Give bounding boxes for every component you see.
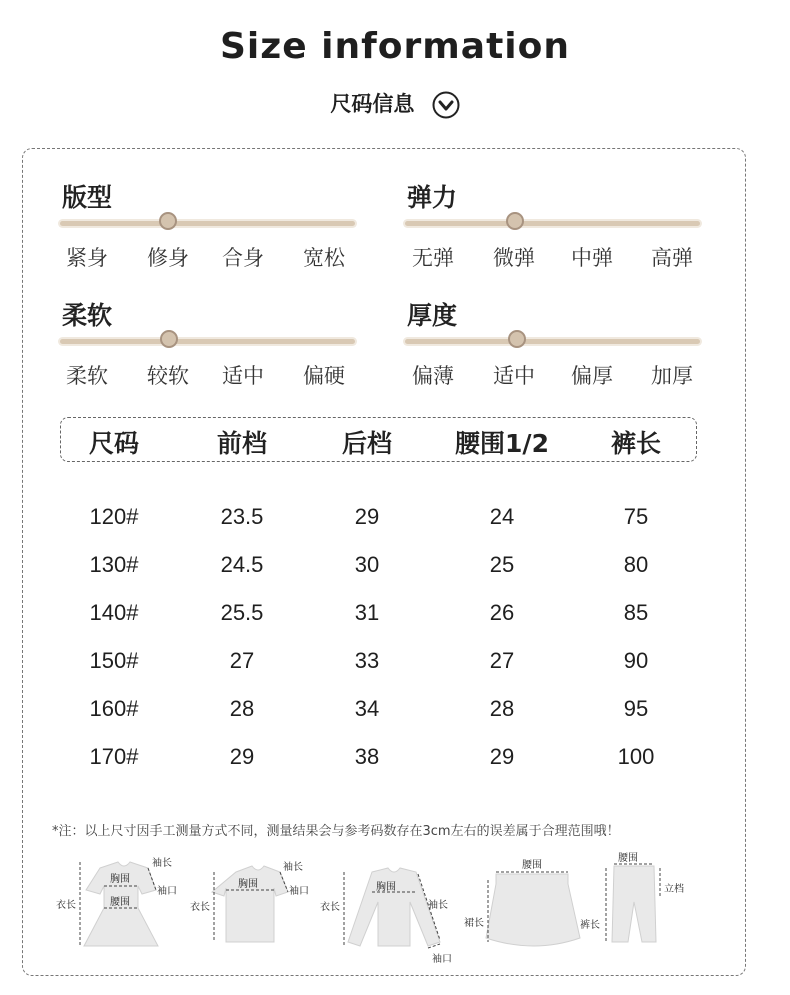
table-cell: 80 <box>623 552 649 577</box>
attr-track <box>405 339 700 344</box>
attr-name: 弹力 <box>407 183 458 212</box>
table-cell: 30 <box>354 552 380 577</box>
attr-option: 宽松 <box>303 246 345 270</box>
attr-track <box>60 339 355 344</box>
subtitle-text: 尺码信息 <box>330 92 415 116</box>
attr-option: 微弹 <box>493 246 535 270</box>
column-header: 尺码 <box>88 429 140 458</box>
label-length: 裤长 <box>580 920 600 931</box>
table-cell: 24.5 <box>220 552 264 577</box>
table-cell: 100 <box>617 744 655 769</box>
table-cell: 33 <box>354 648 380 673</box>
table-cell: 95 <box>623 696 649 721</box>
attr-option: 高弹 <box>651 246 693 270</box>
attr-option: 偏薄 <box>412 364 454 388</box>
table-cell: 24 <box>489 504 515 529</box>
attr-option: 柔软 <box>66 364 108 388</box>
column-header: 裤长 <box>610 429 662 458</box>
table-cell: 28 <box>229 696 255 721</box>
label-waist: 腰围 <box>522 860 542 871</box>
chevron-down-icon <box>432 91 460 119</box>
label-waist: 腰围 <box>618 853 638 864</box>
skirt-diagram <box>464 859 580 946</box>
tshirt-diagram <box>190 860 309 942</box>
table-cell: 23.5 <box>220 504 264 529</box>
table-cell: 31 <box>354 600 380 625</box>
label-length: 衣长 <box>320 902 340 913</box>
measurement-diagrams <box>0 850 790 975</box>
label-chest: 胸围 <box>376 882 396 893</box>
pants-diagram <box>580 852 684 942</box>
table-cell: 140# <box>89 600 139 625</box>
attr-knob <box>160 330 178 348</box>
table-cell: 28 <box>489 696 515 721</box>
label-chest: 胸围 <box>110 874 130 885</box>
label-cuff: 袖口 <box>289 886 309 897</box>
table-cell: 29 <box>354 504 380 529</box>
label-cuff: 袖口 <box>157 886 177 897</box>
table-cell: 25 <box>489 552 515 577</box>
sweater-diagram <box>320 868 452 965</box>
label-sleeve-length: 袖长 <box>283 862 303 873</box>
label-chest: 胸围 <box>238 879 258 890</box>
table-cell: 29 <box>229 744 255 769</box>
label-length: 裙长 <box>464 918 484 929</box>
table-cell: 85 <box>623 600 649 625</box>
attr-option: 加厚 <box>651 364 693 388</box>
column-header: 后档 <box>341 429 393 458</box>
table-cell: 27 <box>229 648 255 673</box>
table-cell: 150# <box>89 648 139 673</box>
table-cell: 75 <box>623 504 649 529</box>
attr-option: 较软 <box>147 364 189 388</box>
table-cell: 25.5 <box>220 600 264 625</box>
page-title: Size information <box>219 26 570 67</box>
table-cell: 90 <box>623 648 649 673</box>
attr-option: 适中 <box>222 364 264 388</box>
label-cuff: 袖口 <box>432 954 452 965</box>
attr-track <box>60 221 355 226</box>
table-cell: 130# <box>89 552 139 577</box>
label-sleeve-length: 袖长 <box>428 900 448 911</box>
attr-knob <box>159 212 177 230</box>
label-waist: 腰围 <box>110 897 130 908</box>
attr-option: 偏硬 <box>303 364 345 388</box>
table-cell: 26 <box>489 600 515 625</box>
label-sleeve-length: 袖长 <box>152 858 172 869</box>
label-rise: 立档 <box>664 884 684 895</box>
attr-option: 偏厚 <box>571 364 613 388</box>
label-length: 衣长 <box>190 902 210 913</box>
attr-knob <box>506 212 524 230</box>
attr-name: 柔软 <box>62 301 113 330</box>
label-length: 衣长 <box>56 900 76 911</box>
column-header: 腰围1/2 <box>455 429 549 458</box>
attr-option: 紧身 <box>66 246 108 270</box>
attr-option: 修身 <box>147 246 189 270</box>
table-cell: 29 <box>489 744 515 769</box>
attr-name: 厚度 <box>407 301 458 330</box>
attr-option: 中弹 <box>571 246 613 270</box>
dress-diagram <box>56 856 177 946</box>
table-cell: 38 <box>354 744 380 769</box>
attr-option: 适中 <box>493 364 535 388</box>
table-cell: 27 <box>489 648 515 673</box>
table-cell: 160# <box>89 696 139 721</box>
attr-knob <box>508 330 526 348</box>
table-cell: 170# <box>89 744 139 769</box>
table-cell: 34 <box>354 696 380 721</box>
attr-option: 合身 <box>222 246 264 270</box>
section-subtitle <box>0 88 790 119</box>
attr-option: 无弹 <box>412 246 454 270</box>
attr-name: 版型 <box>62 183 113 212</box>
table-cell: 120# <box>89 504 139 529</box>
measurement-note: *注：以上尺寸因手工测量方式不同，测量结果会与参考码数存在3cm左右的误差属于合理范围哦！ <box>52 824 620 839</box>
attr-track <box>405 221 700 226</box>
column-header: 前档 <box>216 429 268 458</box>
